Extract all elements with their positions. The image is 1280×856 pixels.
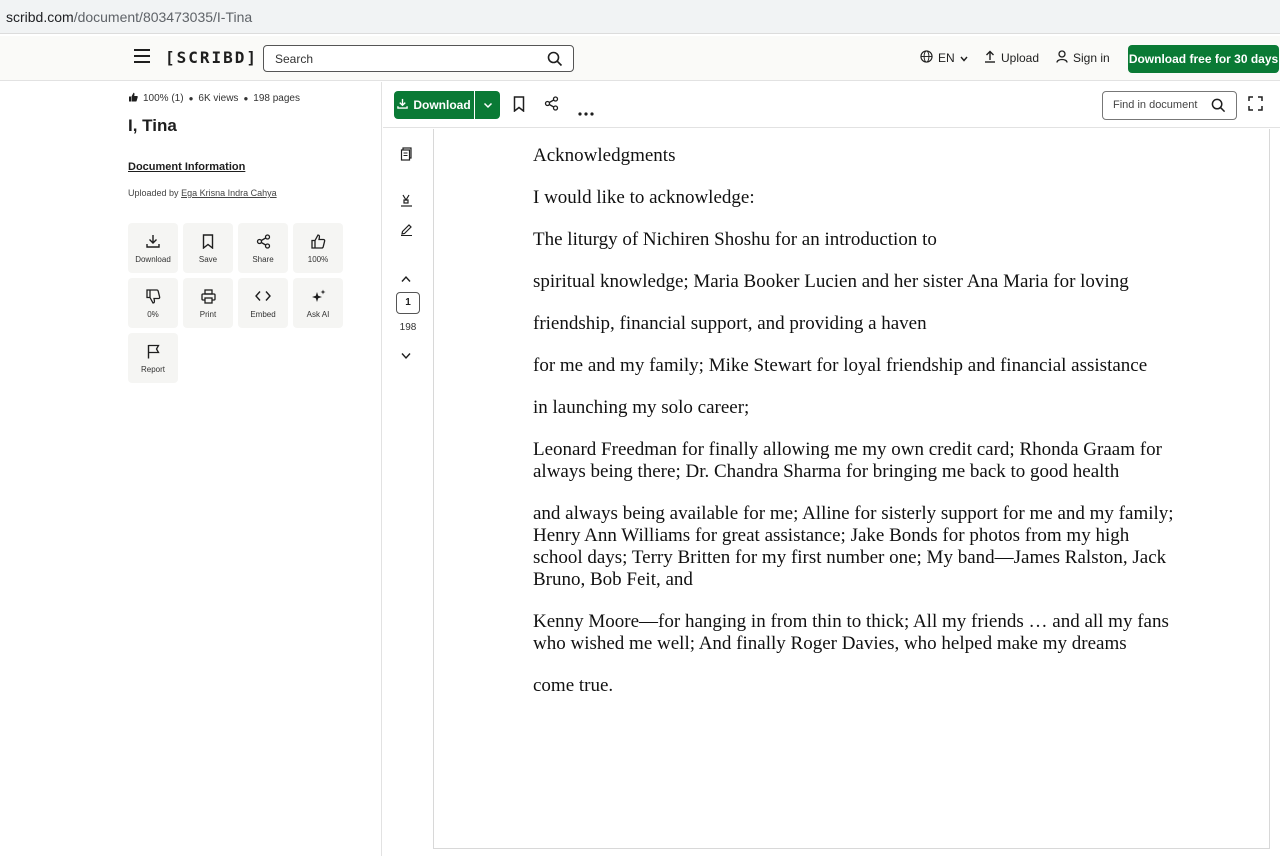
upload-button[interactable]: [984, 50, 1039, 66]
share-icon[interactable]: [544, 96, 559, 116]
page-paragraph: for me and my family; Mike Stewart for loyal friendship and financial assistance: [533, 355, 1148, 376]
sign-in-label: Sign in: [1073, 51, 1110, 65]
pages-icon[interactable]: [400, 147, 413, 166]
top-navigation: [0, 36, 1280, 81]
action-label: 100%: [307, 255, 329, 264]
search-icon[interactable]: [547, 51, 563, 72]
chevron-down-icon: [483, 96, 493, 114]
action-label: Download: [135, 255, 171, 264]
upload-label: Upload: [1001, 51, 1040, 65]
chevron-up-icon[interactable]: [400, 270, 412, 288]
page-paragraph: friendship, financial support, and providing a haven: [533, 313, 927, 334]
action-label: Save: [198, 255, 218, 264]
search-icon[interactable]: [1211, 98, 1226, 118]
document-sidebar: [0, 82, 382, 856]
page-paragraph: I would like to acknowledge:: [533, 187, 755, 208]
page-paragraph: in launching my solo career;: [533, 397, 750, 418]
action-label: Print: [199, 310, 217, 319]
url-path: /document/803473035/I-Tina: [73, 9, 253, 25]
page-paragraph: and always being available for me; Alline for sisterly support for me and my family; Henry Ann Williams for great assistance; Jake Bonds for photos from my high school days; Terry Britten for my first number one; My band—James Ralston, Jack Bruno, Bob Feit, and: [533, 503, 1174, 590]
flag-icon: [147, 342, 160, 360]
document-title: I, Tina: [128, 116, 177, 135]
pencil-icon[interactable]: [400, 223, 413, 241]
bookmark-icon: [202, 232, 214, 250]
globe-icon: [920, 50, 933, 66]
separator-dot: ●: [188, 94, 194, 103]
views-text: 6K views: [198, 93, 239, 104]
sign-in-button[interactable]: [1056, 50, 1110, 66]
thumbs-down-icon: [146, 287, 161, 305]
page-heading: Acknowledgments: [533, 145, 676, 166]
download-free-trial-button[interactable]: Download free for 30 days: [1128, 45, 1279, 73]
hamburger-menu-icon[interactable]: [134, 49, 150, 67]
page-content: [533, 145, 1183, 717]
download-icon: [397, 98, 408, 112]
total-pages: 198: [399, 322, 417, 333]
search-placeholder: Search: [275, 52, 314, 66]
highlighter-icon[interactable]: [400, 193, 413, 212]
action-label: Report: [140, 365, 165, 374]
user-icon: [1056, 50, 1068, 66]
language-selector[interactable]: [920, 50, 968, 66]
pages-text: 198 pages: [253, 93, 300, 104]
dislike-action-button[interactable]: [128, 278, 178, 328]
share-icon: [256, 232, 271, 250]
thumbs-up-icon: [311, 232, 326, 250]
page-paragraph: The liturgy of Nichiren Shoshu for an introduction to: [533, 229, 937, 250]
page-paragraph: Kenny Moore—for hanging in from thin to thick; All my friends … and all my fans who wished me well; And finally Roger Davies, who helped make my dreams: [533, 611, 1169, 654]
search-input[interactable]: [263, 45, 574, 72]
document-actions: [128, 223, 348, 383]
page-paragraph: come true.: [533, 675, 614, 696]
find-placeholder: Find in document: [1113, 99, 1198, 111]
find-in-document-input[interactable]: [1102, 91, 1237, 120]
download-action-button[interactable]: [128, 223, 178, 273]
download-icon: [146, 232, 160, 250]
ask-ai-action-button[interactable]: [293, 278, 343, 328]
page-paragraph: spiritual knowledge; Maria Booker Lucien and her sister Ana Maria for loving: [533, 271, 1129, 292]
viewer-side-rail: [383, 129, 433, 856]
uploader-line: [128, 188, 277, 198]
document-page: [433, 129, 1270, 849]
embed-icon: [255, 287, 271, 305]
toolbar-download-button[interactable]: [394, 91, 474, 119]
print-action-button[interactable]: [183, 278, 233, 328]
uploaded-by-label: Uploaded by: [128, 188, 179, 198]
sparkle-icon: [311, 287, 326, 305]
upload-icon: [984, 50, 996, 66]
document-meta: [128, 92, 300, 105]
more-options-icon[interactable]: [578, 103, 594, 121]
url-host: scribd.com: [6, 9, 74, 25]
share-action-button[interactable]: [238, 223, 288, 273]
bookmark-icon[interactable]: [513, 96, 525, 117]
document-information-link[interactable]: Document Information: [128, 161, 246, 173]
page-paragraph: Leonard Freedman for finally allowing me my own credit card; Rhonda Graam for always being there; Dr. Chandra Sharma for bringing me back to good health: [533, 439, 1162, 482]
action-label: Share: [252, 255, 274, 264]
scribd-logo[interactable]: [SCRIBD]: [165, 48, 259, 67]
save-action-button[interactable]: [183, 223, 233, 273]
download-label: Download: [413, 98, 471, 112]
chevron-down-icon[interactable]: [400, 347, 412, 365]
browser-url-bar[interactable]: [0, 0, 1280, 34]
print-icon: [201, 287, 216, 305]
action-label: Ask AI: [306, 310, 330, 319]
language-label: EN: [938, 51, 955, 65]
url-text[interactable]: [6, 9, 252, 25]
download-options-dropdown[interactable]: [475, 91, 500, 119]
action-label: Embed: [250, 310, 276, 319]
embed-action-button[interactable]: [238, 278, 288, 328]
chevron-down-icon: [960, 51, 968, 65]
thumbs-up-small-icon: [128, 92, 138, 105]
report-action-button[interactable]: [128, 333, 178, 383]
action-label: 0%: [147, 310, 159, 319]
separator-dot: ●: [243, 94, 249, 103]
current-page-input[interactable]: 1: [396, 292, 420, 314]
fullscreen-icon[interactable]: [1248, 96, 1263, 116]
uploader-link[interactable]: Ega Krisna Indra Cahya: [181, 188, 277, 198]
viewer-toolbar: [383, 82, 1280, 128]
like-action-button[interactable]: [293, 223, 343, 273]
rating-text: 100% (1): [143, 93, 184, 104]
